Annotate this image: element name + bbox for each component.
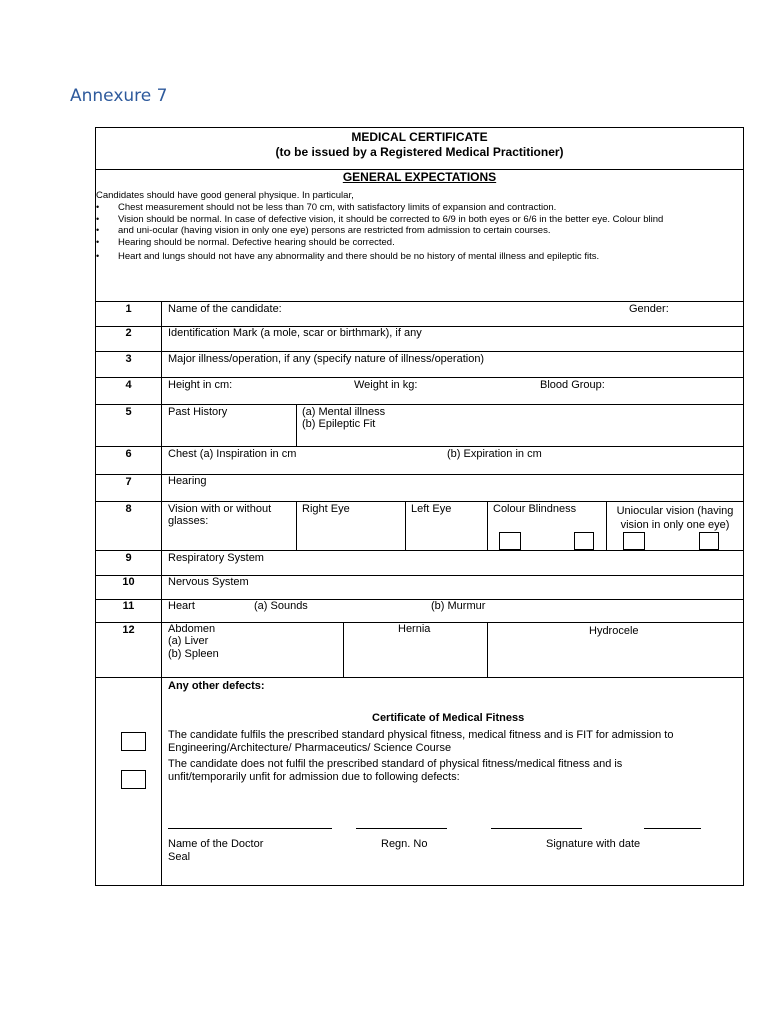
identification-mark-label: Identification Mark (a mole, scar or birthmark), if any	[168, 327, 422, 339]
row-number: 9	[125, 552, 132, 564]
fitness-certificate-title: Certificate of Medical Fitness	[372, 712, 525, 724]
date-line[interactable]	[644, 828, 701, 829]
regn-no-line[interactable]	[356, 828, 447, 829]
weight-label: Weight in kg:	[354, 379, 418, 391]
right-eye-label: Right Eye	[302, 503, 350, 515]
uniocular-vision-label: Uniocular vision (having	[616, 505, 734, 517]
column-divider	[487, 622, 488, 677]
row-divider	[96, 501, 743, 502]
expectation-item: Heart and lungs should not have any abnormality and there should be no history of mental illness and epileptic fits.	[118, 251, 600, 262]
unfit-statement: The candidate does not fulfil the prescribed standard of physical fitness/medical fitness and is	[168, 758, 623, 770]
uniocular-vision-no-checkbox[interactable]	[699, 532, 719, 550]
spleen-label: (b) Spleen	[168, 648, 219, 660]
row-divider	[96, 677, 743, 678]
major-illness-label: Major illness/operation, if any (specify nature of illness/operation)	[168, 353, 485, 365]
liver-label: (a) Liver	[168, 635, 209, 647]
uniocular-vision-yes-checkbox[interactable]	[623, 532, 645, 550]
left-eye-label: Left Eye	[411, 503, 452, 515]
respiratory-system-label: Respiratory System	[168, 552, 264, 564]
doctor-name-label: Name of the Doctor	[168, 838, 264, 850]
vision-label: Vision with or without	[168, 503, 272, 515]
unfit-statement-continued: unfit/temporarily unfit for admission due to following defects:	[168, 771, 460, 783]
vision-label-continued: glasses:	[168, 515, 209, 527]
expectation-item-continued: and uni-ocular (having vision in only one eye) persons are restricted from admission to certain courses.	[118, 225, 551, 236]
fit-statement: The candidate fulfils the prescribed standard physical fitness, medical fitness and is FIT for admission to	[168, 729, 674, 741]
row-number: 2	[125, 327, 132, 339]
row-number: 8	[125, 503, 132, 515]
signature-line[interactable]	[491, 828, 582, 829]
regn-no-label: Regn. No	[381, 838, 428, 850]
row-number: 7	[125, 476, 132, 488]
row-number: 10	[122, 576, 135, 588]
column-divider	[487, 501, 488, 550]
abdomen-label: Abdomen	[168, 623, 216, 635]
row-number: 4	[125, 379, 132, 391]
column-divider	[161, 301, 162, 885]
row-divider	[96, 351, 743, 352]
row-divider	[96, 404, 743, 405]
column-divider	[405, 501, 406, 550]
uniocular-vision-label-continued: vision in only one eye)	[620, 519, 730, 531]
blood-group-label: Blood Group:	[540, 379, 605, 391]
chest-expiration-label: (b) Expiration in cm	[447, 448, 542, 460]
other-defects-label: Any other defects:	[168, 680, 265, 692]
nervous-system-label: Nervous System	[168, 576, 249, 588]
general-expectations-heading: GENERAL EXPECTATIONS	[342, 170, 497, 184]
fit-checkbox[interactable]	[121, 732, 146, 751]
height-label: Height in cm:	[168, 379, 233, 391]
bullet-icon: •	[96, 214, 100, 224]
row-divider	[96, 550, 743, 551]
expectation-item: Hearing should be normal. Defective hearing should be corrected.	[118, 237, 395, 248]
bullet-icon: •	[96, 202, 100, 212]
heart-label: Heart	[168, 600, 195, 612]
row-divider	[96, 301, 743, 302]
annexure-title: Annexure 7	[70, 86, 168, 106]
seal-label: Seal	[168, 851, 191, 863]
mental-illness-label: (a) Mental illness	[302, 406, 386, 418]
heart-murmur-label: (b) Murmur	[431, 600, 486, 612]
hydrocele-label: Hydrocele	[589, 625, 639, 637]
candidate-name-label: Name of the candidate:	[168, 303, 282, 315]
row-number: 5	[125, 406, 132, 418]
medical-certificate-form	[95, 127, 744, 886]
row-number: 6	[125, 448, 132, 460]
general-intro: Candidates should have good general physique. In particular,	[96, 190, 354, 201]
expectation-item: Vision should be normal. In case of defective vision, it should be corrected to 6/9 in both eyes or 6/6 in the better eye. Colour blind	[118, 214, 664, 225]
bullet-icon: •	[96, 237, 100, 247]
column-divider	[343, 622, 344, 677]
row-number: 1	[125, 303, 132, 315]
epileptic-fit-label: (b) Epileptic Fit	[302, 418, 376, 430]
heart-sounds-label: (a) Sounds	[254, 600, 308, 612]
column-divider	[296, 501, 297, 550]
form-title: MEDICAL CERTIFICATE	[351, 130, 488, 144]
row-number: 12	[122, 624, 135, 636]
form-subtitle: (to be issued by a Registered Medical Practitioner)	[275, 145, 564, 159]
bullet-icon: •	[96, 251, 100, 261]
doctor-name-line[interactable]	[168, 828, 332, 829]
signature-date-label: Signature with date	[546, 838, 641, 850]
hernia-label: Hernia	[398, 623, 431, 635]
row-divider	[96, 377, 743, 378]
row-number: 3	[125, 353, 132, 365]
gender-label: Gender:	[629, 303, 669, 315]
row-divider	[96, 446, 743, 447]
chest-inspiration-label: Chest (a) Inspiration in cm	[168, 448, 297, 460]
bullet-icon: •	[96, 225, 100, 235]
colour-blindness-yes-checkbox[interactable]	[499, 532, 521, 550]
hearing-label: Hearing	[168, 475, 207, 487]
column-divider	[296, 404, 297, 446]
fit-statement-continued: Engineering/Architecture/ Pharmaceutics/ Science Course	[168, 742, 452, 754]
unfit-checkbox[interactable]	[121, 770, 146, 789]
colour-blindness-label: Colour Blindness	[493, 503, 577, 515]
expectation-item: Chest measurement should not be less than 70 cm, with satisfactory limits of expansion and contraction.	[118, 202, 557, 213]
past-history-label: Past History	[168, 406, 228, 418]
colour-blindness-no-checkbox[interactable]	[574, 532, 594, 550]
row-number: 11	[122, 600, 135, 612]
